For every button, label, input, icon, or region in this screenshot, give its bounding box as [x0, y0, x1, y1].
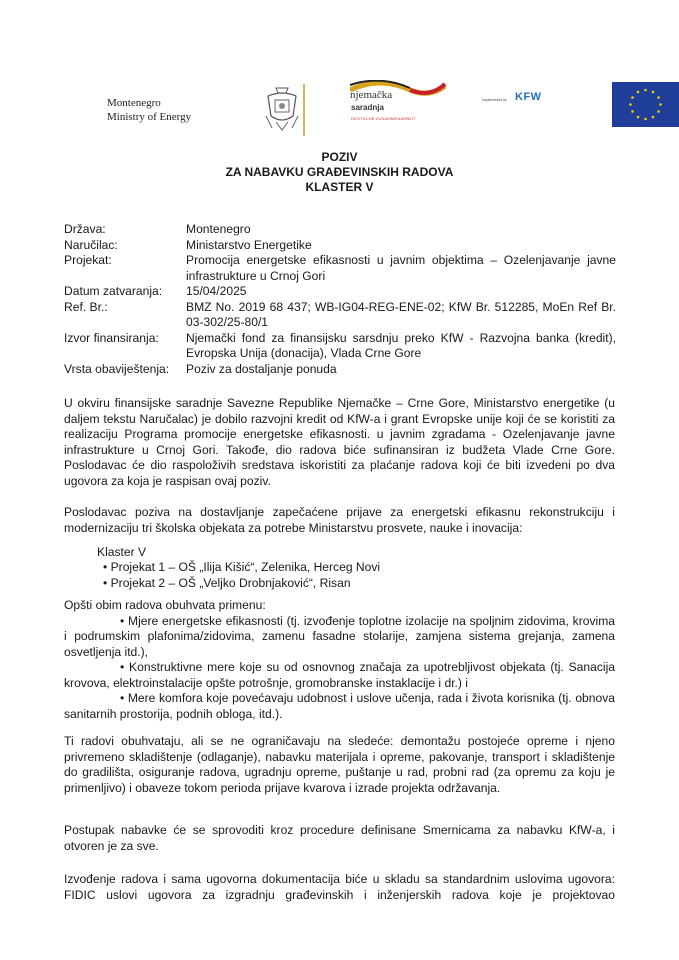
info-value: Promocija energetske efikasnosti u javnim objektima – Ozelenjavanje javne infrastrukture u Crnoj Gori: [186, 253, 616, 283]
giz-line1: njemačka: [350, 89, 393, 101]
eu-flag-icon: [612, 82, 679, 127]
info-value: Njemački fond za finansijsku sarsdnju preko KfW - Razvojna banka (kredit), Evropska Unija (donacija), Vlada Crne Gore: [186, 330, 616, 360]
title-line: ZA NABAVKU GRAĐEVINSKIH RADOVA: [225, 165, 454, 179]
project-item: • Projekat 1 – OŠ „Ilija Kišić“, Zelenika, Herceg Novi: [103, 560, 381, 574]
ministry-country: Montenegro: [107, 97, 161, 109]
scope-item: • Mere komfora koje povećavaju udobnost i uslove učenja, rada i života korisnika (tj. obnova sanitarnih prostorija, podnih obloga, itd.).: [64, 691, 615, 721]
info-row: [64, 238, 616, 254]
divider-line: [303, 84, 305, 136]
info-value: Ministarstvo Energetike: [186, 237, 312, 252]
ministry-name: [107, 96, 191, 124]
works-paragraph: Ti radovi obuhvataju, ali se ne ograničavaju na sledeće: demontažu postojeće opreme i njeno privremeno skladištenje (odlaganje), nabavku materijala i opreme, pakovanje, transport i skladištenje do gradilišta, osiguranje radova, ugradnju opreme, puštanje u rad, probni rad (za opremu za koju je primenljivo) i obaveze tokom perioda prijave kvarova i izrade projekta održavanja.: [64, 734, 615, 795]
info-value: Poziv za dostaljanje ponuda: [186, 361, 337, 376]
kfw-logo: [482, 90, 552, 106]
implemented-by-text: Implemented by: [482, 98, 507, 102]
tender-info-table: [64, 222, 616, 377]
german-cooperation-logo: [350, 80, 460, 132]
info-label: Datum zatvaranja:: [64, 284, 163, 298]
info-value: Montenegro: [186, 222, 251, 236]
info-row: [64, 300, 616, 331]
contract-paragraph: Izvođenje radova i sama ugovorna dokumentacija biće u skladu sa standardnim uslovima ugovora: FIDIC uslovi ugovora za izgradnju građevinskih i inženjerskih radova koje je projektovao: [64, 872, 615, 902]
invitation-paragraph: Poslodavac poziva na dostavljanje zapečaćene prijave za energetski efikasnu rekonstrukciju i modernizaciju tri školska objekata za potrebe Ministarstvu prosvete, nauke i inovacija:: [64, 505, 615, 535]
info-row: [64, 284, 616, 300]
kfw-wordmark: KFW: [515, 91, 542, 103]
scope-item: • Mjere energetske efikasnosti (tj. izvođenje toplotne izolacije na spoljnim zidovima, krovima i podrumskim plafonima/zidovima, zamenu fasadne stolarije, zamjena sistema grejanja, zamena osvetljenja itd.),: [64, 613, 615, 659]
procedure-paragraph: Postupak nabavke će se sprovoditi kroz procedure definisane Smernicama za nabavku KfW-a, i otvoren je za sve.: [64, 823, 615, 853]
project-item: • Projekat 2 – OŠ „Veljko Drobnjaković“, Risan: [103, 575, 351, 590]
giz-line2: saradnja: [351, 103, 384, 112]
info-value: BMZ No. 2019 68 437; WB-IG04-REG-ENE-02; KfW Br. 512285, MoEn Ref Br. 03-302/25-80/1: [186, 299, 616, 329]
info-row: [64, 331, 616, 362]
info-label: Naručilac:: [64, 237, 118, 252]
project-list: [103, 560, 380, 591]
info-value: 15/04/2025: [186, 284, 247, 298]
cluster-title: Klaster V: [97, 545, 147, 559]
info-label: Vrsta obaviještenja:: [64, 361, 170, 376]
info-row: [64, 362, 616, 378]
coat-of-arms-icon: [262, 82, 302, 136]
title-line: KLASTER V: [305, 180, 374, 194]
scope-section: [64, 598, 615, 722]
info-label: Ref. Br.:: [64, 299, 108, 314]
info-row: [64, 253, 616, 284]
info-label: Projekat:: [64, 253, 112, 267]
scope-item: • Konstruktivne mere koje su od osnovnog značaja za upotrebljivost objekata (tj. Sanacija krovova, elektroinstalacije opšte potrošnje, gromobranske instaklacije i dr.) i: [64, 660, 615, 690]
info-label: Država:: [64, 222, 106, 236]
giz-line3: DEUTSCHE ZUSAMMENARBEIT: [351, 116, 417, 121]
info-row: [64, 222, 616, 238]
scope-intro: Opšti obim radova obuhvata primenu:: [64, 598, 266, 612]
ministry-title: Ministry of Energy: [107, 111, 192, 123]
document-title: [0, 150, 679, 195]
info-label: Izvor finansiranja:: [64, 330, 159, 345]
intro-paragraph: U okviru finansijske saradnje Savezne Republike Njemačke – Crne Gore, Ministarstvo energetike (u daljem tekstu Naručalac) je dobilo razvojni kredit od KfW-a i grant Evropske unije koji će se koristiti za realizaciju Programa promocije energetske efikasnosti. u javnim zgradama - Ozelenjavanje javne infrastrukture u Crnoj Gori. Takođe, dio radova biće sufinansiran iz budžeta Vlade Crne Gore. Poslodavac će dio raspoloživih sredstava iskoristiti za plaćanje radova koji će biti izvedeni po dva ugovora za koja je raspisan ovaj poziv.: [64, 396, 615, 488]
title-line: POZIV: [321, 150, 358, 164]
